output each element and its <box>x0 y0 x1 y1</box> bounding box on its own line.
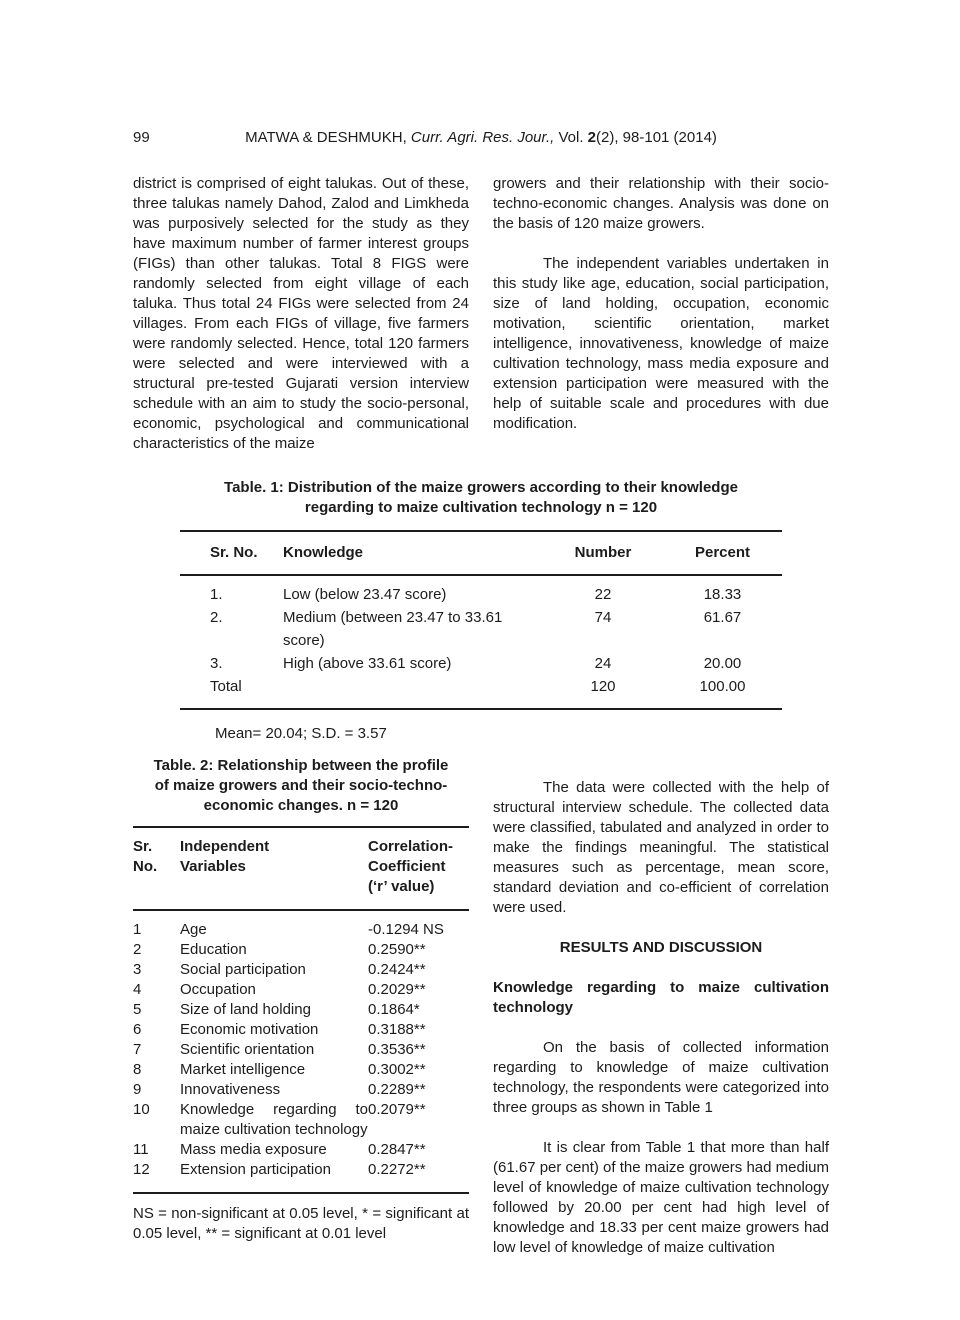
table-2-title-line-3: economic changes. n = 120 <box>203 797 399 814</box>
paragraph-growers: growers and their relationship with their socio-techno-economic changes. Analysis was done on the basis of 120 maize growers. <box>493 175 829 232</box>
page-header <box>133 128 829 148</box>
table-2-title <box>133 756 469 816</box>
cell-number: 74 <box>594 609 612 626</box>
cell-r-value: -0.1294 NS <box>368 921 444 938</box>
cell-percent: 18.33 <box>703 586 742 603</box>
cell-r-value: 0.2424** <box>368 961 426 978</box>
page-number: 99 <box>133 129 150 146</box>
cell-variable: Innovativeness <box>180 1081 281 1098</box>
table-row <box>133 1100 469 1140</box>
table-2-body <box>133 911 469 1192</box>
table-row <box>133 1160 469 1180</box>
running-head <box>133 128 829 148</box>
cell-knowledge: Medium (between 23.47 to 33.61 score) <box>283 609 503 649</box>
cell-knowledge: High (above 33.61 score) <box>283 655 452 672</box>
table-row <box>133 1140 469 1160</box>
running-head-vol-prefix: Vol. <box>554 129 588 146</box>
table-row <box>133 1040 469 1060</box>
left-column-table-2 <box>133 756 469 1244</box>
cell-r-value: 0.3188** <box>368 1021 426 1038</box>
header-line: (‘r’ value) <box>368 878 435 895</box>
cell-sr-no: 2. <box>210 609 223 626</box>
header-line: Coefficient <box>368 858 446 875</box>
header-independent-variables <box>180 837 368 897</box>
table-1 <box>180 530 782 710</box>
knowledge-subheading: Knowledge regarding to maize cultivation technology <box>493 979 829 1016</box>
cell-sr-no: 7 <box>133 1041 142 1058</box>
running-head-issue: (2), 98-101 (2014) <box>596 129 717 146</box>
body-row-2 <box>133 756 829 1258</box>
cell-knowledge <box>283 675 543 698</box>
table-row <box>133 920 469 940</box>
header-sr-no <box>133 837 180 897</box>
header-line: No. <box>133 858 158 875</box>
running-head-authors: MATWA & DESHMUKH, <box>245 129 411 146</box>
cell-r-value: 0.1864* <box>368 1001 420 1018</box>
header-line: Independent <box>180 838 270 855</box>
cell-number: 22 <box>594 586 612 603</box>
paragraph-methodology: district is comprised of eight talukas. Out of these, three talukas namely Dahod, Zalod and Limkheda was purposively selected for the study as they have maximum number of farmer interest groups (FIGs) than other talukas. Total 8 FIGS were randomly selected from eight village of each taluka. Thus total 24 FIGs were selected from 24 villages. From each FIGs of village, five farmers were randomly selected. Hence, total 120 farmers were selected and were interviewed with a structural pre-tested Gujarati version interview schedule with an aim to study the socio-personal, economic, psychological and communicational characteristics of the maize <box>133 175 469 452</box>
cell-sr-no: 11 <box>133 1141 149 1158</box>
header-number: Number <box>574 544 632 561</box>
table-row <box>133 940 469 960</box>
cell-variable: Age <box>180 921 207 938</box>
cell-percent: 100.00 <box>699 678 746 695</box>
cell-variable: Market intelligence <box>180 1061 306 1078</box>
paragraph-table-1-findings: It is clear from Table 1 that more than half (61.67 per cent) of the maize growers had medium level of knowledge of maize cultivation technology followed by 20.00 per cent had high level of knowledge and 18.33 per cent maize growers had low level of knowledge of maize cultivation <box>493 1139 829 1256</box>
cell-variable: Size of land holding <box>180 1001 311 1018</box>
table-row <box>133 1080 469 1100</box>
table-row <box>133 980 469 1000</box>
table-row <box>210 606 782 652</box>
cell-variable: Mass media exposure <box>180 1141 327 1158</box>
table-2-title-line-1: Table. 2: Relationship between the profile <box>153 757 449 774</box>
cell-r-value: 0.2272** <box>368 1161 426 1178</box>
cell-sr-no: 2 <box>133 941 142 958</box>
cell-percent: 20.00 <box>703 655 742 672</box>
cell-r-value: 0.2029** <box>368 981 426 998</box>
header-sr-no: Sr. No. <box>210 544 258 561</box>
table-row <box>210 583 782 606</box>
paragraph-data-collection: The data were collected with the help of structural interview schedule. The collected data were classified, tabulated and analyzed in order to make the findings meaningful. The statistical measures such as percentage, mean score, standard deviation and co-efficient of correlation were used. <box>493 779 829 916</box>
table-2-title-line-2: of maize growers and their socio-techno- <box>154 777 448 794</box>
running-head-journal: Curr. Agri. Res. Jour., <box>410 129 555 146</box>
header-knowledge: Knowledge <box>283 544 364 561</box>
table-row <box>133 1000 469 1020</box>
table-1-title <box>133 478 829 518</box>
page-content <box>133 128 829 1258</box>
cell-r-value: 0.3002** <box>368 1061 426 1078</box>
cell-r-value: 0.2289** <box>368 1081 426 1098</box>
results-and-discussion-heading: RESULTS AND DISCUSSION <box>559 939 763 956</box>
header-line: Variables <box>180 858 246 875</box>
table-row <box>133 1020 469 1040</box>
cell-sr-no: 12 <box>133 1161 150 1178</box>
table-1-title-line-2: regarding to maize cultivation technology n = 120 <box>304 499 658 516</box>
cell-r-value: 0.2079** <box>368 1101 426 1118</box>
running-head-volume: 2 <box>587 129 596 146</box>
header-correlation-coefficient <box>368 837 469 897</box>
left-column <box>133 174 469 454</box>
cell-sr-no: 1. <box>210 586 223 603</box>
table-2-header-row <box>133 828 469 909</box>
cell-variable: Education <box>180 941 247 958</box>
cell-r-value: 0.3536** <box>368 1041 426 1058</box>
cell-knowledge: Low (below 23.47 score) <box>283 586 447 603</box>
right-column <box>493 174 829 434</box>
table-1-mean-sd: Mean= 20.04; S.D. = 3.57 <box>215 725 387 742</box>
cell-number: 24 <box>594 655 612 672</box>
cell-sr-no: 3. <box>210 655 223 672</box>
cell-variable: Social participation <box>180 961 306 978</box>
cell-variable: Extension participation <box>180 1161 331 1178</box>
cell-variable: Occupation <box>180 981 256 998</box>
cell-r-value: 0.2847** <box>368 1141 426 1158</box>
cell-variable: Scientific orientation <box>180 1041 315 1058</box>
cell-sr-no: 8 <box>133 1061 142 1078</box>
header-percent: Percent <box>694 544 751 561</box>
cell-sr-no: 4 <box>133 981 142 998</box>
cell-variable: Knowledge regarding to maize cultivation technology <box>180 1101 368 1138</box>
header-line: Sr. <box>133 838 153 855</box>
cell-sr-no: 9 <box>133 1081 142 1098</box>
table-rule <box>180 708 782 710</box>
table-1-body <box>180 576 782 708</box>
cell-sr-no: 5 <box>133 1001 142 1018</box>
cell-sr-no: 10 <box>133 1101 150 1118</box>
paragraph-independent-variables: The independent variables undertaken in this study like age, education, social participation, size of land holding, occupation, economic motivation, scientific orientation, market intelligence, innovativeness, knowledge of maize cultivation technology, mass media exposure and extension participation were measured with the help of suitable scale and procedures with due modification. <box>493 255 829 432</box>
table-rule <box>133 1192 469 1194</box>
paragraph-categorization: On the basis of collected information regarding to knowledge of maize cultivation technology, the respondents were categorized into three groups as shown in Table 1 <box>493 1039 829 1116</box>
header-line: Correlation- <box>368 838 454 855</box>
cell-sr-no: Total <box>210 678 242 695</box>
table-row-total <box>210 675 782 698</box>
table-1-section <box>133 478 829 744</box>
table-2 <box>133 826 469 1194</box>
table-1-header-row <box>180 532 782 574</box>
body-row-1 <box>133 174 829 454</box>
cell-percent: 61.67 <box>703 609 742 626</box>
cell-number: 120 <box>590 678 616 695</box>
cell-variable: Economic motivation <box>180 1021 319 1038</box>
cell-sr-no: 6 <box>133 1021 142 1038</box>
right-column-discussion <box>493 756 829 1258</box>
table-1-title-line-1: Table. 1: Distribution of the maize growers according to their knowledge <box>224 479 738 496</box>
cell-sr-no: 1 <box>133 921 142 938</box>
table-row <box>133 960 469 980</box>
cell-sr-no: 3 <box>133 961 142 978</box>
cell-r-value: 0.2590** <box>368 941 426 958</box>
table-row <box>210 652 782 675</box>
table-2-footnote: NS = non-significant at 0.05 level, * = significant at 0.05 level, ** = significant at 0.01 level <box>133 1205 469 1242</box>
table-row <box>133 1060 469 1080</box>
